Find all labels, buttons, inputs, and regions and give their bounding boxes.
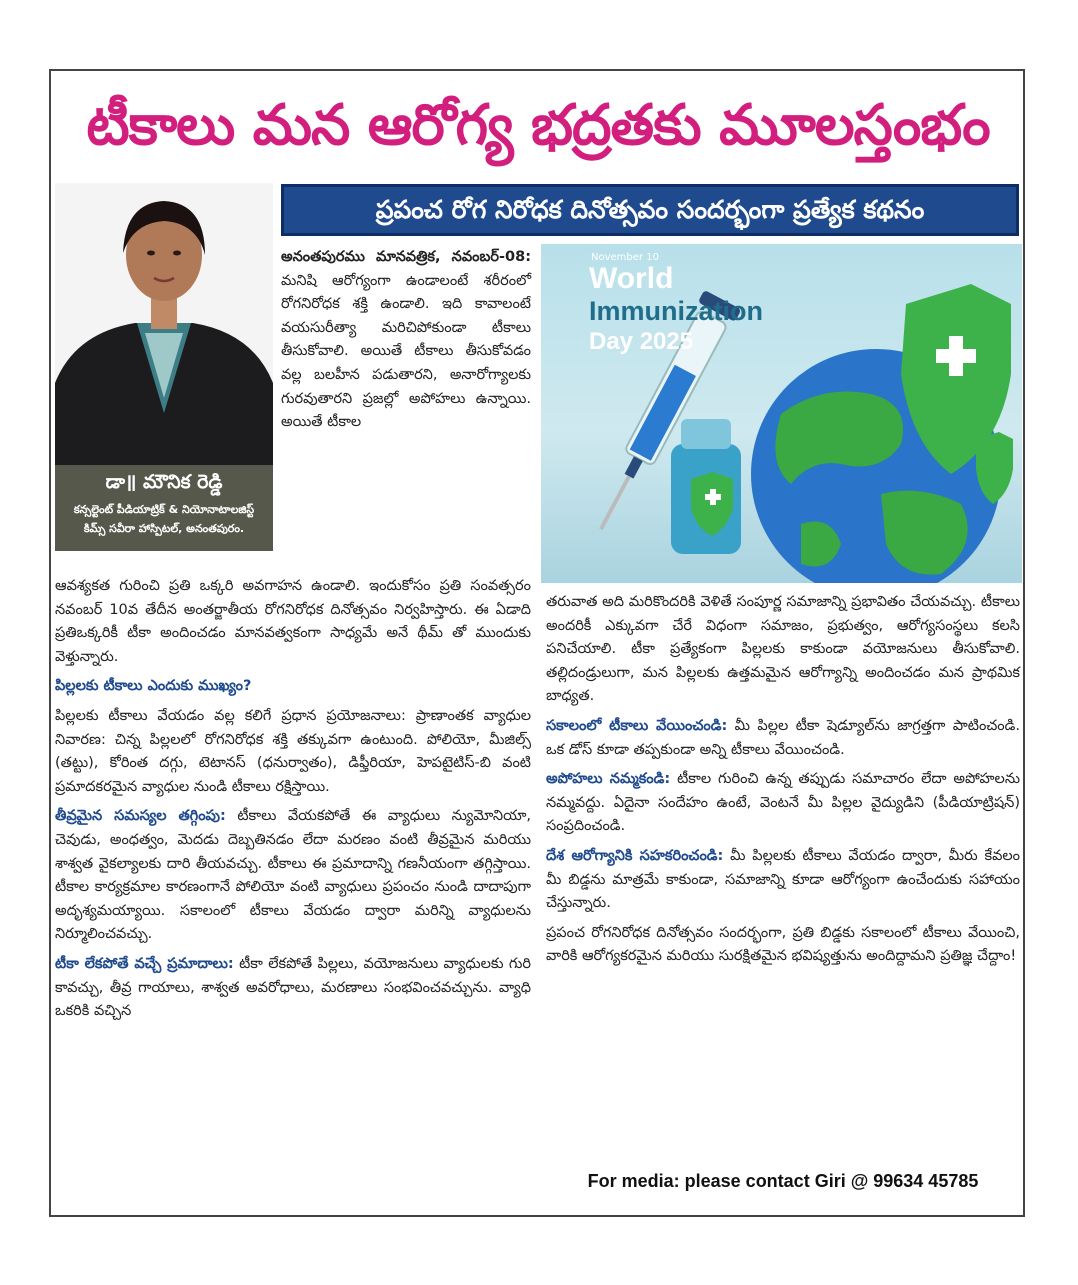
subheading: టీకా లేకపోతే వచ్చే ప్రమాదాలు: (55, 955, 234, 972)
intro-text: మనిషి ఆరోగ్యంగా ఉండాలంటే శరీరంలో రోగనిరోధక శక్తి ఉండాలి. ఇది కావాలంటే వయసురీత్యా మరిచిపోకుండా టీకాలు తీసుకోవాలి. అయితే టీకాలు తీసుకోవడం వల్ల బలహీన పడుతారని, అనారోగ్యాలకు గురవుతారని ప్రజల్లో అపోహలు ఉన్నాయి. అయితే టీకాల (281, 272, 531, 431)
doctor-portrait-icon (55, 183, 273, 465)
illustration-world: World (589, 262, 674, 295)
paragraph-text: టీకాలు వేయకపోతే ఈ వ్యాధులు న్యుమోనియా, చెవుడు, అంధత్వం, మెదడు దెబ్బతినడం లేదా మరణం వంటి తీవ్రమైన మరియు శాశ్వత వైకల్యాలకు దారి తీయవచ్చు. టీకాలు ఈ ప్రమాదాన్ని గణనీయంగా తగ్గిస్తాయి. టీకాల కార్యక్రమాల కారణంగానే పోలియో వంటి వ్యాధులు ప్రపంచం నుండి దాదాపుగా అదృశ్యమయ్యాయి. సకాలంలో టీకాలు వేయడం ద్వారా మరిన్ని వ్యాధులను నిర్మూలించవచ్చు. (55, 808, 531, 943)
subheading: తీవ్రమైన సమస్యల తగ్గింపు: (55, 808, 226, 825)
paragraph: పిల్లలకు టీకాలు వేయడం వల్ల కలిగే ప్రధాన ప్రయోజనాలు: ప్రాణాంతక వ్యాధుల నివారణ: చిన్న పిల్లలలో రోగనిరోధక శక్తి తక్కువగా ఉంటుంది. పోలియో, మీజిల్స్ (తట్టు), కోరింత దగ్గు, టెటానస్ (ధనుర్వాతం), డిఫ్తీరియా, హెపటైటిస్-బి వంటి ప్రమాదకరమైన వ్యాధుల నుండి టీకాలు రక్షిస్తాయి. (55, 707, 531, 795)
subheading: అపోహలు నమ్మకండి: (546, 771, 671, 788)
section-heading: పిల్లలకు టీకాలు ఎందుకు ముఖ్యం? (55, 678, 252, 695)
paragraph: ఆవశ్యకత గురించి ప్రతి ఒక్కరి అవగాహన ఉండాలి. ఇందుకోసం ప్రతి సంవత్సరం నవంబర్ 10వ తేదీన అంతర్జాతీయ రోగనిరోధక దినోత్సవం నిర్వహిస్తారు. ఈ ఏడాది ప్రతిఒక్కరికీ టీకా అందించడం మానవత్వకంగా సాధ్యమే అనే థీమ్ తో ముందుకు వెళ్తున్నారు. (55, 578, 531, 665)
subheading: దేశ ఆరోగ్యానికి సహకరించండి: (546, 847, 724, 864)
headline: టీకాలు మన ఆరోగ్య భద్రతకు మూలస్తంభం (86, 93, 990, 158)
subheadline-banner: ప్రపంచ రోగ నిరోధక దినోత్సవం సందర్భంగా ప్రత్యేక కథనం (281, 184, 1019, 236)
paragraph-text: టీకా లేకపోతే పిల్లలు, వయోజనులు వ్యాధులకు గురి కావచ్చు, తీవ్ర గాయాలు, శాశ్వత అవరోధాలు, మరణాలు సంభవించవచ్చును. వ్యాధి ఒకరికి వచ్చిన (55, 955, 531, 1020)
left-column (55, 575, 531, 1030)
paragraph-text: టీకాల గురించి ఉన్న తప్పుడు సమాచారం లేదా అపోహలను నమ్మవద్దు. ఏదైనా సందేహం ఉంటే, వెంటనే మీ పిల్లల వైద్యుడిని (పీడియాట్రిషన్) సంప్రదించండి. (546, 771, 1021, 835)
subheading: సకాలంలో టీకాలు వేయించండి: (546, 717, 728, 734)
illustration-immunization: Immunization (589, 296, 763, 326)
doctor-name: డా॥ మౌనిక రెడ్డి (105, 471, 223, 493)
dateline: అనంతపురము మానవత్రిక, నవంబర్-08: (281, 249, 531, 265)
right-column (546, 591, 1020, 975)
immunization-day-illustration (541, 244, 1022, 583)
doctor-hospital: కిమ్స్ సవీరా హాస్పిటల్, అనంతపురం. (83, 522, 245, 535)
media-contact: For media: please contact Giri @ 99634 45785 (587, 1171, 979, 1191)
doctor-caption (55, 465, 273, 551)
paragraph-text: మీ పిల్లలకు టీకాలు వేయడం ద్వారా, మీరు కేవలం మీ బిడ్డను మాత్రమే కాకుండా, సమాజాన్ని కూడా ఆరోగ్యంగా ఉంచేందుకు సహాయం చేస్తున్నారు. (546, 847, 1021, 912)
intro-column (281, 246, 531, 441)
doctor-title: కన్సల్టెంట్ పీడియాట్రిక్ & నియోనాటాలజిస్ట్ (73, 503, 255, 516)
doctor-photo (55, 183, 273, 465)
paragraph-text: మీ పిల్లల టీకా షెడ్యూల్‌ను జాగ్రత్తగా పాటించండి. ఒక డోస్ కూడా తప్పకుండా అన్ని టీకాలు వేయించండి. (546, 717, 1021, 758)
illustration-day: Day 2025 (589, 328, 694, 355)
paragraph: తరువాత అది మరికొందరికి వెళితే సంపూర్ణ సమాజాన్ని ప్రభావితం చేయవచ్చు. టీకాలు అందరికీ ఎక్కువగా చేరే విధంగా సమాజం, ప్రభుత్వం, ఆరోగ్యసంస్థలు కలసి పనిచేయాలి. టీకా ప్రత్యేకంగా పిల్లలకు కాకుండా వయోజనులు తీసుకోవాలి. తల్లిదండ్రులుగా, మన పిల్లలకు ఉత్తమమైన ఆరోగ్యాన్ని అందించడం మన ప్రాథమిక బాధ్యత. (546, 594, 1020, 705)
paragraph: ప్రపంచ రోగనిరోధక దినోత్సవం సందర్భంగా, ప్రతి బిడ్డకు సకాలంలో టీకాలు వేయించి, వారికి ఆరోగ్యకరమైన మరియు సురక్షితమైన భవిష్యత్తును అందిద్దామని ప్రతిజ్ఞ చేద్దాం! (546, 924, 1020, 965)
illustration-month: November 10 (591, 252, 659, 263)
